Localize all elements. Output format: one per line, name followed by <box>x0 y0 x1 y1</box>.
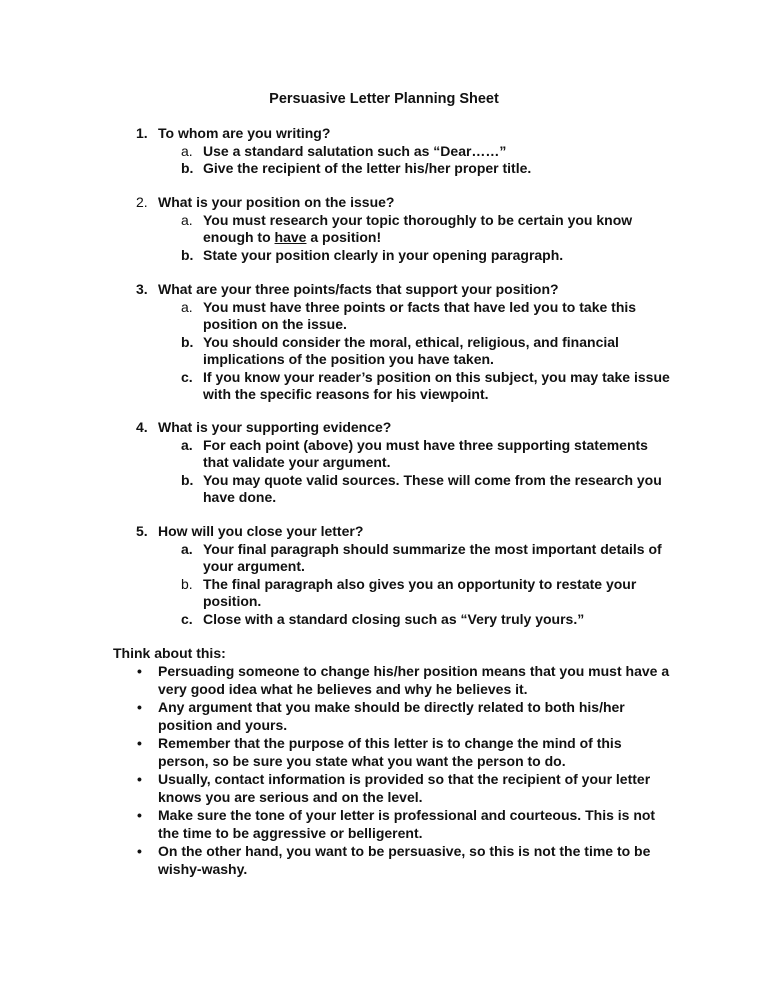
question-number: 1. <box>136 125 148 141</box>
item-text: Close with a standard closing such as “Very truly yours.” <box>203 610 585 627</box>
think-heading: Think about this: <box>113 645 226 661</box>
bullet-item <box>136 735 676 770</box>
section-4 <box>136 419 676 507</box>
question-1 <box>136 125 676 143</box>
list-item <box>181 212 676 247</box>
item-letter: b. <box>181 246 194 263</box>
question-number: 4. <box>136 419 148 435</box>
question-text: What is your supporting evidence? <box>158 419 392 435</box>
question-text: To whom are you writing? <box>158 125 331 141</box>
list-item <box>181 472 676 507</box>
question-4 <box>136 419 676 437</box>
item-letter: b. <box>181 333 194 350</box>
bullet-text: Any argument that you make should be directly related to both his/her position and yours. <box>158 699 625 733</box>
bullet-item <box>136 807 676 842</box>
question-number: 5. <box>136 523 148 539</box>
list-item <box>181 334 676 369</box>
question-text: What is your position on the issue? <box>158 194 395 210</box>
item-text-before: You must research your topic thoroughly to be certain you know enough to <box>203 211 633 245</box>
list-item <box>181 369 676 404</box>
bullet-icon: • <box>137 843 142 859</box>
item-text: Use a standard salutation such as “Dear……” <box>203 142 507 159</box>
item-letter: c. <box>181 368 193 385</box>
item-text: Give the recipient of the letter his/her proper title. <box>203 160 532 176</box>
underlined-word: have <box>274 229 307 245</box>
section-5 <box>136 523 676 628</box>
item-letter: b. <box>181 471 194 488</box>
bullet-text: Usually, contact information is provided so that the recipient of your letter knows you are serious and on the level. <box>158 771 651 805</box>
item-text: The final paragraph also gives you an opportunity to restate your position. <box>203 575 637 609</box>
list-item <box>181 611 676 629</box>
bullet-text: Persuading someone to change his/her position means that you must have a very good idea what he believes and why he believes it. <box>158 663 670 697</box>
item-letter: a. <box>181 298 193 315</box>
think-bullet-list <box>136 663 676 879</box>
bullet-icon: • <box>137 699 142 715</box>
item-text: If you know your reader’s position on this subject, you may take issue with the specific reasons for his viewpoint. <box>203 368 670 402</box>
question-3 <box>136 281 676 299</box>
section-2 <box>136 194 676 264</box>
item-letter: b. <box>181 575 193 592</box>
bullet-item <box>136 771 676 806</box>
item-text: You must have three points or facts that have led you to take this position on the issue. <box>203 298 637 332</box>
item-letter: a. <box>181 540 193 557</box>
item-letter: c. <box>181 610 193 627</box>
section-1 <box>136 125 676 178</box>
bullet-icon: • <box>137 771 142 787</box>
bullet-item <box>136 663 676 698</box>
bullet-icon: • <box>137 735 142 751</box>
bullet-item <box>136 699 676 734</box>
list-item <box>181 299 676 334</box>
section-3 <box>136 281 676 404</box>
list-item <box>181 437 676 472</box>
item-text: You may quote valid sources. These will come from the research you have done. <box>203 471 662 505</box>
item-letter: a. <box>181 211 193 228</box>
bullet-text: On the other hand, you want to be persuasive, so this is not the time to be wishy-washy. <box>158 843 651 877</box>
item-letter: a. <box>181 142 193 159</box>
list-item <box>181 541 676 576</box>
bullet-icon: • <box>137 663 142 679</box>
item-letter: a. <box>181 436 193 453</box>
question-text: What are your three points/facts that support your position? <box>158 281 559 297</box>
bullet-item <box>136 843 676 878</box>
question-text: How will you close your letter? <box>158 523 364 539</box>
item-letter: b. <box>181 160 194 176</box>
item-text: State your position clearly in your opening paragraph. <box>203 246 564 263</box>
page-title: Persuasive Letter Planning Sheet <box>269 91 499 107</box>
item-text: You should consider the moral, ethical, religious, and financial implications of the position you have taken. <box>203 333 619 367</box>
item-text: Your final paragraph should summarize the most important details of your argument. <box>203 540 662 574</box>
bullet-text: Remember that the purpose of this letter is to change the mind of this person, so be sure you state what you want the person to do. <box>158 735 622 769</box>
item-text-after: a position! <box>306 229 382 245</box>
bullet-text: Make sure the tone of your letter is professional and courteous. This is not the time to be aggressive or belligerent. <box>158 807 656 841</box>
question-number: 2. <box>136 194 148 210</box>
list-item <box>181 160 676 178</box>
list-item <box>181 576 676 611</box>
list-item <box>181 247 676 265</box>
bullet-icon: • <box>137 807 142 823</box>
list-item <box>181 143 676 161</box>
question-2 <box>136 194 676 212</box>
item-text: For each point (above) you must have three supporting statements that validate your argument. <box>203 436 648 470</box>
question-5 <box>136 523 676 541</box>
question-number: 3. <box>136 281 148 297</box>
